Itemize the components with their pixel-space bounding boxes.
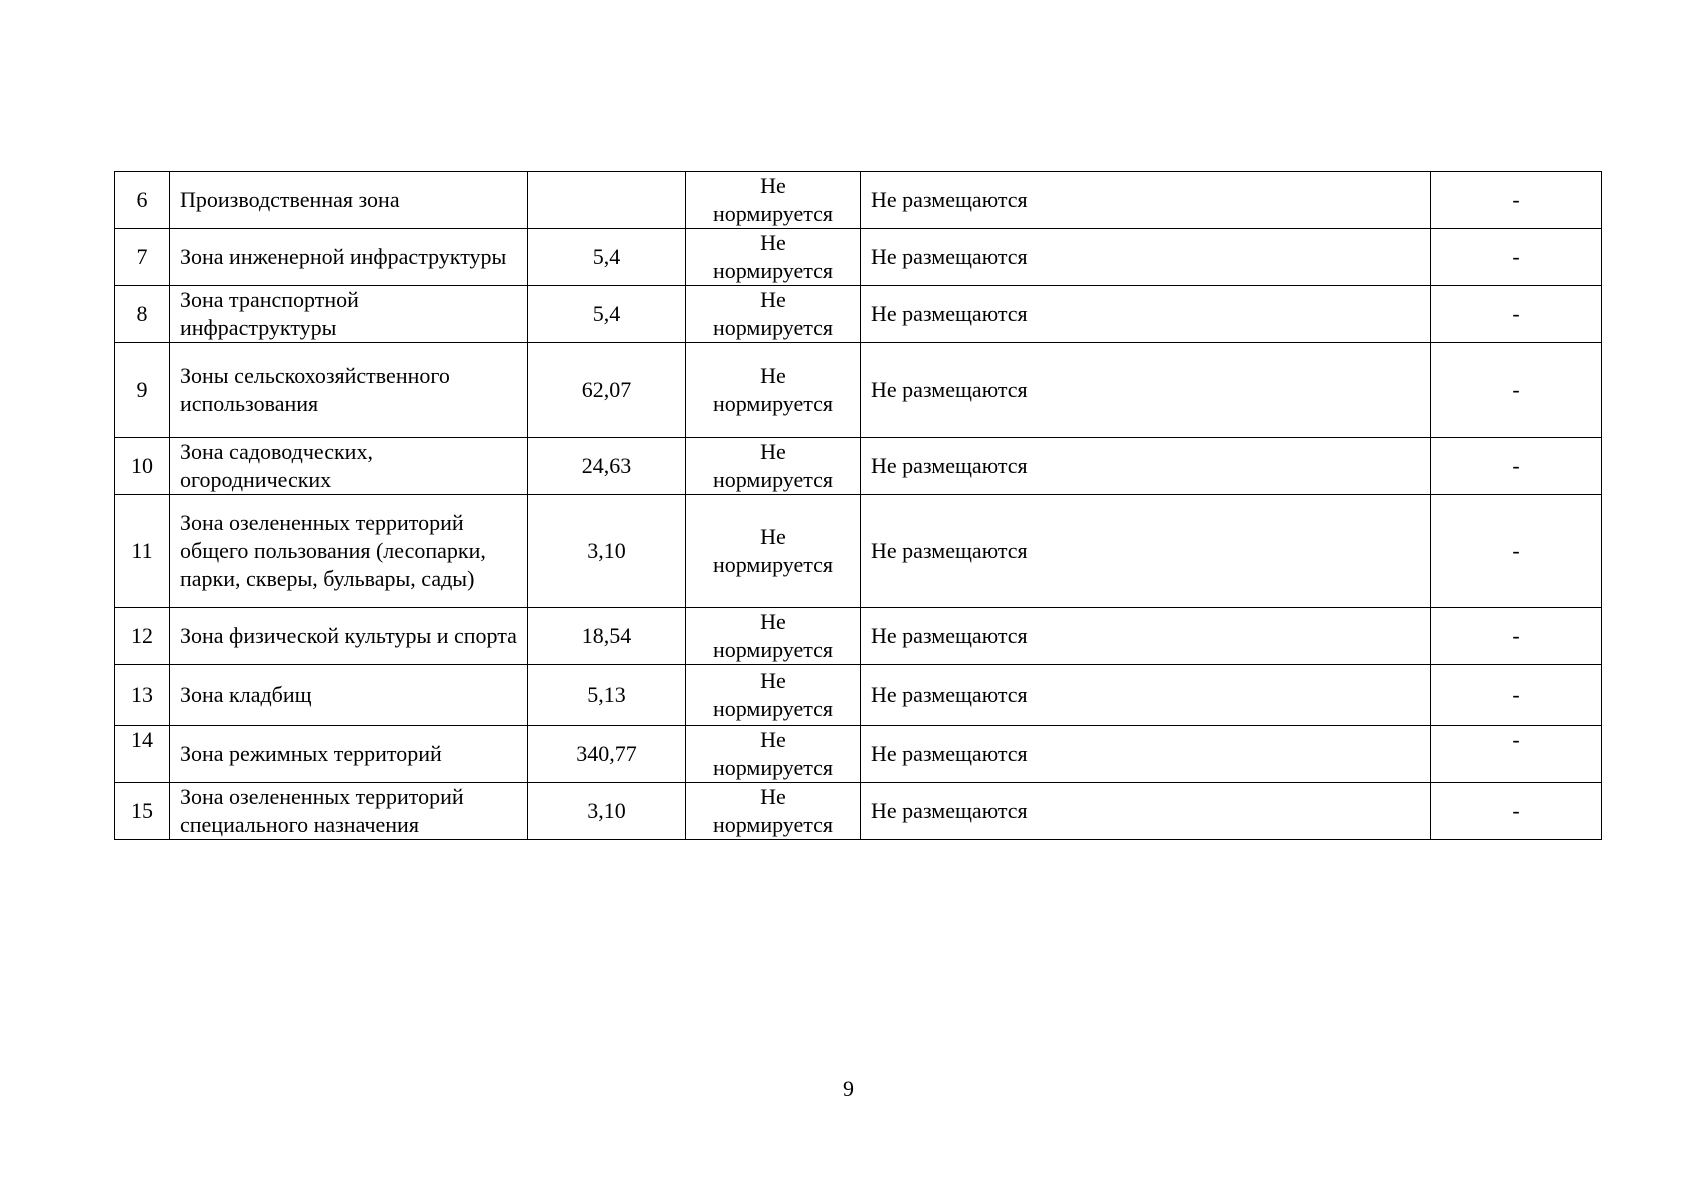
placement-status: Не размещаются [861, 438, 1431, 495]
table-row [115, 783, 1602, 840]
row-number: 9 [115, 343, 170, 438]
norm-status-line-2: нормируется [712, 552, 834, 577]
dash-cell: - [1431, 783, 1602, 840]
zone-name: Зона инженерной инфраструктуры [170, 229, 528, 286]
dash-cell: - [1431, 343, 1602, 438]
zone-name: Зоны сельскохозяйственного использования [170, 343, 528, 438]
row-number: 6 [115, 172, 170, 229]
norm-status-line-1: Не [760, 668, 786, 693]
norm-status-line-2: нормируется [712, 755, 834, 780]
zone-area-value: 5,13 [528, 665, 686, 726]
table-row [115, 665, 1602, 726]
row-number: 14 [115, 726, 170, 783]
placement-status: Не размещаются [861, 665, 1431, 726]
zone-name: Зона транспортной инфраструктуры [170, 286, 528, 343]
norm-status-line-2: нормируется [712, 696, 834, 721]
norm-status-line-2: нормируется [712, 812, 834, 837]
zone-area-value: 62,07 [528, 343, 686, 438]
zone-name: Зона озелененных территорий общего пользования (лесопарки, парки, скверы, бульвары, сады) [170, 495, 528, 608]
zone-name: Зона кладбищ [170, 665, 528, 726]
row-number: 11 [115, 495, 170, 608]
dash-cell: - [1431, 495, 1602, 608]
dash-cell: - [1431, 665, 1602, 726]
row-number: 12 [115, 608, 170, 665]
norm-status [686, 608, 861, 665]
zone-name: Зона режимных территорий [170, 726, 528, 783]
table-row [115, 608, 1602, 665]
norm-status-line-2: нормируется [712, 637, 834, 662]
norm-status-line-2: нормируется [712, 315, 834, 340]
row-number: 10 [115, 438, 170, 495]
norm-status-line-2: нормируется [712, 258, 834, 283]
placement-status: Не размещаются [861, 726, 1431, 783]
norm-status [686, 229, 861, 286]
norm-status-line-2: нормируется [712, 201, 834, 226]
table-row [115, 726, 1602, 783]
dash-cell: - [1431, 726, 1602, 783]
norm-status [686, 726, 861, 783]
row-number: 13 [115, 665, 170, 726]
norm-status [686, 172, 861, 229]
zone-area-value [528, 172, 686, 229]
norm-status [686, 783, 861, 840]
norm-status [686, 286, 861, 343]
row-number: 7 [115, 229, 170, 286]
dash-cell: - [1431, 286, 1602, 343]
norm-status-line-1: Не [760, 524, 786, 549]
placement-status: Не размещаются [861, 343, 1431, 438]
table-row [115, 229, 1602, 286]
zone-area-value: 3,10 [528, 783, 686, 840]
dash-cell: - [1431, 172, 1602, 229]
placement-status: Не размещаются [861, 172, 1431, 229]
norm-status [686, 495, 861, 608]
norm-status [686, 438, 861, 495]
zone-name: Зона озелененных территорий специального назначения [170, 783, 528, 840]
placement-status: Не размещаются [861, 229, 1431, 286]
zone-name: Производственная зона [170, 172, 528, 229]
table-row [115, 343, 1602, 438]
dash-cell: - [1431, 608, 1602, 665]
placement-status: Не размещаются [861, 495, 1431, 608]
norm-status-line-1: Не [760, 287, 786, 312]
table-row [115, 172, 1602, 229]
zone-area-value: 5,4 [528, 286, 686, 343]
row-number: 15 [115, 783, 170, 840]
row-number: 8 [115, 286, 170, 343]
placement-status: Не размещаются [861, 608, 1431, 665]
norm-status-line-2: нормируется [712, 391, 834, 416]
norm-status-line-1: Не [760, 173, 786, 198]
table-row [115, 286, 1602, 343]
dash-cell: - [1431, 229, 1602, 286]
norm-status [686, 665, 861, 726]
table-row [115, 495, 1602, 608]
norm-status-line-1: Не [760, 230, 786, 255]
norm-status-line-1: Не [760, 609, 786, 634]
placement-status: Не размещаются [861, 286, 1431, 343]
page-number: 9 [843, 1076, 854, 1101]
norm-status-line-2: нормируется [712, 467, 834, 492]
norm-status-line-1: Не [760, 363, 786, 388]
placement-status: Не размещаются [861, 783, 1431, 840]
norm-status [686, 343, 861, 438]
zone-area-value: 3,10 [528, 495, 686, 608]
table-row [115, 438, 1602, 495]
zone-name: Зона физической культуры и спорта [170, 608, 528, 665]
zones-table [114, 171, 1602, 840]
dash-cell: - [1431, 438, 1602, 495]
norm-status-line-1: Не [760, 439, 786, 464]
norm-status-line-1: Не [760, 784, 786, 809]
norm-status-line-1: Не [760, 727, 786, 752]
zone-area-value: 5,4 [528, 229, 686, 286]
zone-area-value: 18,54 [528, 608, 686, 665]
zone-area-value: 340,77 [528, 726, 686, 783]
zone-name: Зона садоводческих, огороднических [170, 438, 528, 495]
zone-area-value: 24,63 [528, 438, 686, 495]
